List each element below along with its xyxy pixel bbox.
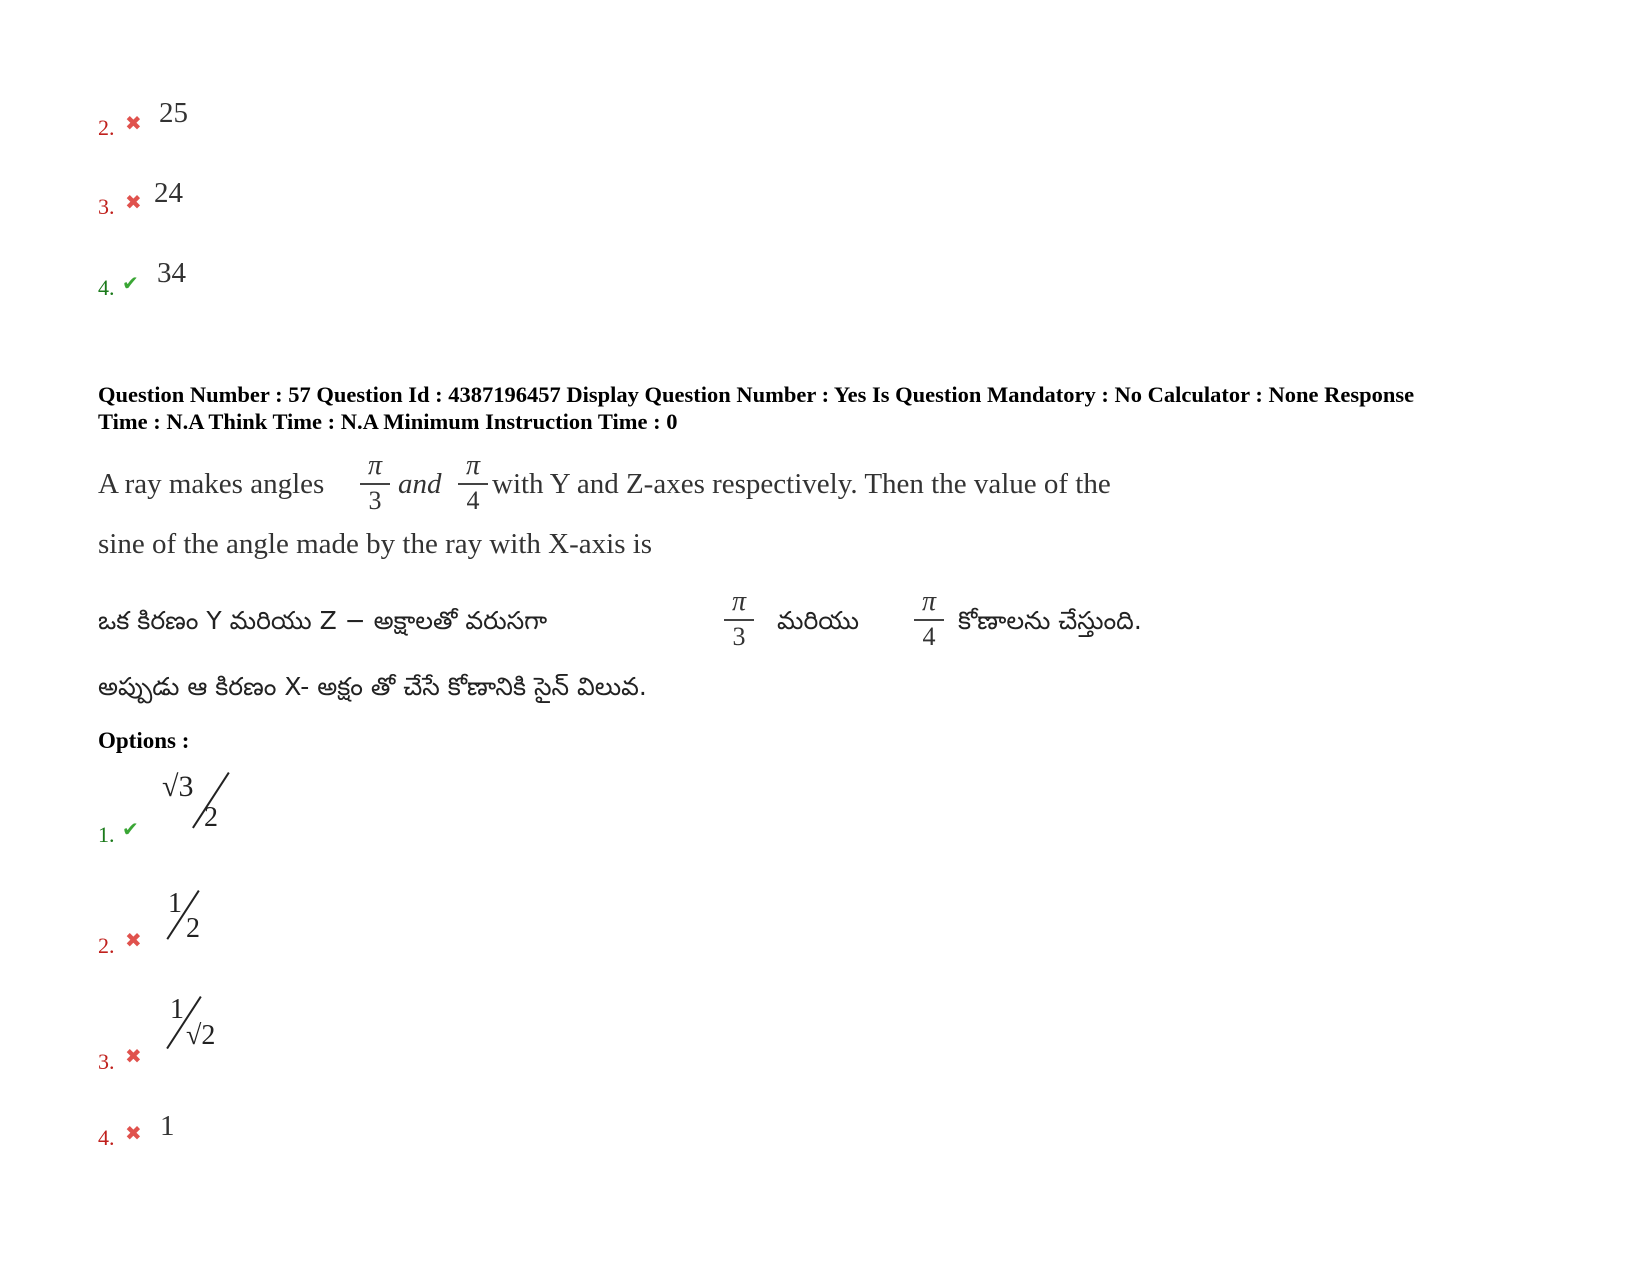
option-denominator: 2	[204, 802, 218, 833]
option-denominator: √2	[186, 1020, 216, 1051]
telugu-text-part2: మరియు	[777, 606, 860, 635]
option-number: 3.	[98, 1049, 115, 1074]
check-icon: ✔	[122, 273, 139, 295]
telugu-fraction-pi-4: π 4	[914, 588, 944, 650]
cross-icon: ✖	[125, 930, 142, 952]
cross-icon: ✖	[125, 1046, 142, 1068]
option-number: 1.	[98, 822, 115, 847]
telugu-text-part1: ఒక కిరణం Y మరియు Z − అక్షాలతో వరుసగా	[98, 606, 548, 635]
option-denominator: 2	[186, 913, 200, 944]
option-value: 24	[154, 177, 183, 209]
cross-icon: ✖	[125, 192, 142, 214]
option-numerator: √3	[162, 770, 194, 803]
question-text-line2: sine of the angle made by the ray with X-axis is	[98, 528, 653, 560]
options-label: Options :	[98, 728, 190, 753]
question-meta-line1: Question Number : 57 Question Id : 4387196457 Display Question Number : Yes Is Question Mandatory : No Calculator : None Response	[98, 382, 1415, 407]
question-text-part1: A ray makes angles	[98, 468, 325, 500]
option-numerator: 1	[170, 994, 184, 1025]
question-text-part2: with Y and Z-axes respectively. Then the value of the	[492, 468, 1111, 500]
telugu-text-part3: కోణాలను చేస్తుంది.	[958, 606, 1142, 635]
option-number: 2.	[98, 115, 115, 140]
option-number: 4.	[98, 275, 115, 300]
fraction-pi-3: π 3	[360, 452, 390, 514]
telugu-text-line2: అప్పుడు ఆ కిరణం X- అక్షం తో చేసే కోణానికి సైన్ విలువ.	[98, 672, 647, 701]
check-icon: ✔	[122, 819, 139, 841]
option-numerator: 1	[168, 888, 182, 919]
option-value: 1	[160, 1110, 175, 1142]
question-text-and: and	[398, 468, 442, 500]
cross-icon: ✖	[125, 1123, 142, 1145]
option-number: 2.	[98, 933, 115, 958]
cross-icon: ✖	[125, 113, 142, 135]
question-meta	[98, 381, 1598, 435]
option-number: 4.	[98, 1125, 115, 1150]
option-value: 25	[159, 97, 188, 129]
fraction-pi-4: π 4	[458, 452, 488, 514]
option-number: 3.	[98, 194, 115, 219]
telugu-fraction-pi-3: π 3	[724, 588, 754, 650]
question-meta-line2: Time : N.A Think Time : N.A Minimum Instruction Time : 0	[98, 409, 678, 434]
option-value: 34	[157, 257, 186, 289]
